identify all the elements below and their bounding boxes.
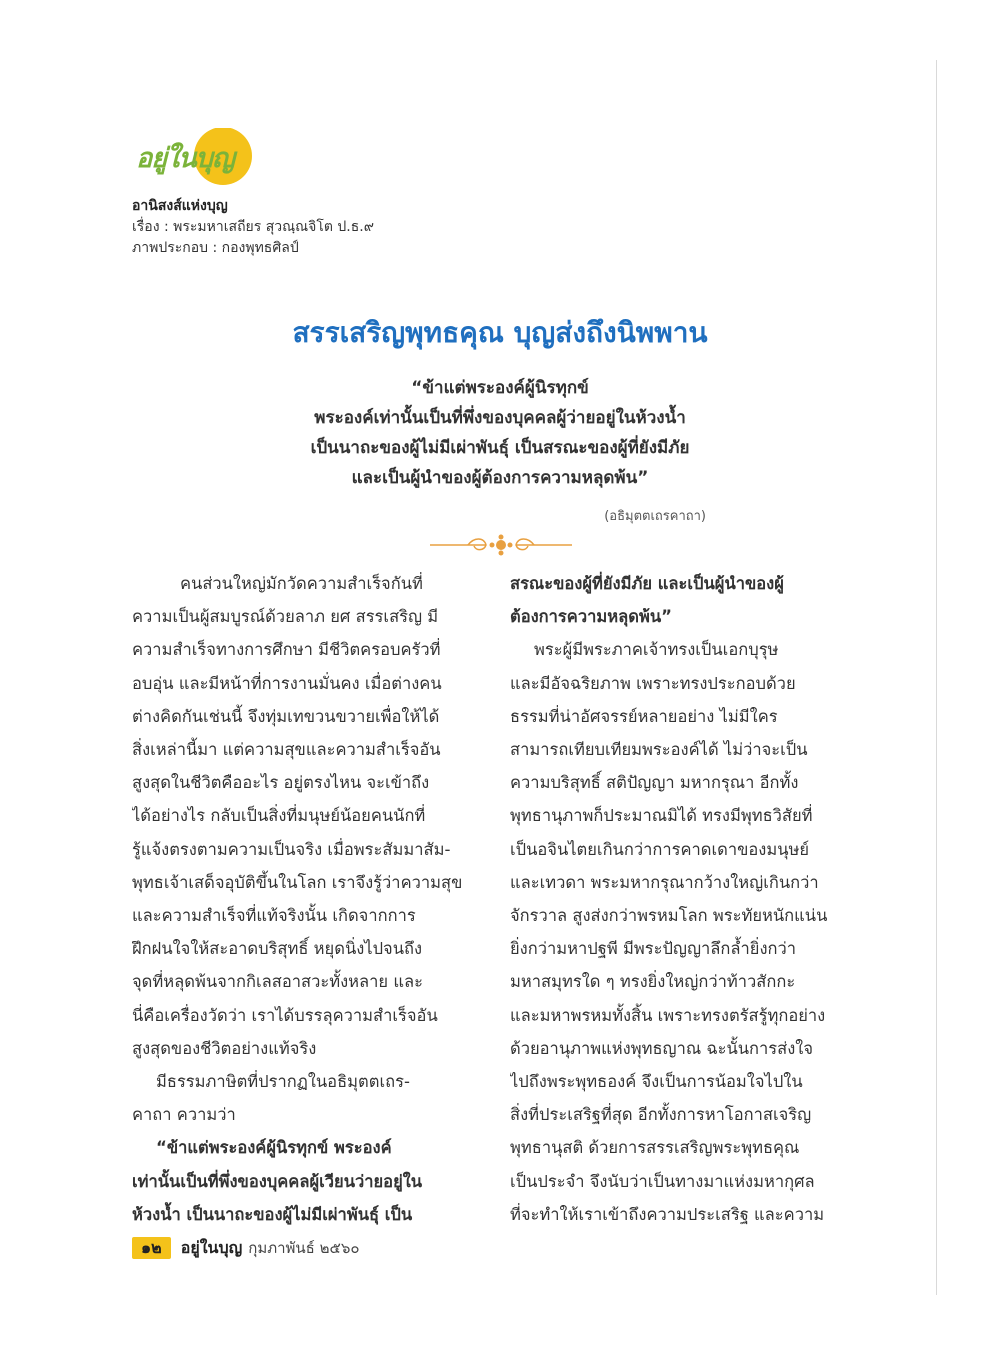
body-line-quote: ต้องการความหลุดพ้น”	[510, 607, 672, 627]
author-line: เรื่อง : พระมหาเสถียร สุวณฺณจิโต ป.ธ.๙	[132, 219, 374, 235]
body-line: ความสำเร็จทางการศึกษา มีชีวิตครอบครัวที่	[132, 640, 441, 660]
body-line: ได้อย่างไร กลับเป็นสิ่งที่มนุษย์น้อยคนนักที่	[132, 806, 426, 826]
body-line-quote: สรณะของผู้ที่ยังมีภัย และเป็นผู้นำของผู้	[510, 574, 784, 593]
body-line: ยิ่งกว่ามหาปฐพี มีพระปัญญาลึกล้ำยิ่งกว่า	[510, 939, 797, 959]
body-line: ฝึกฝนใจให้สะอาดบริสุทธิ์ หยุดนิ่งไปจนถึง	[132, 939, 423, 959]
body-line: ต่างคิดกันเช่นนี้ จึงทุ่มเทขวนขวายเพื่อให้ได้	[132, 706, 440, 726]
body-line: พุทธเจ้าเสด็จอุบัติขึ้นในโลก เราจึงรู้ว่าความสุข	[132, 872, 463, 892]
right-column	[510, 567, 848, 1231]
body-line: พุทธานุสติ ด้วยการสรรเสริญพระพุทธคุณ	[510, 1138, 800, 1158]
quote-line: พระองค์เท่านั้นเป็นที่พึ่งของบุคคลผู้ว่ายอยู่ในห้วงน้ำ	[314, 408, 686, 428]
page-footer	[132, 1236, 360, 1260]
body-line: จักรวาล สูงส่งกว่าพรหมโลก พระทัยหนักแน่น	[510, 906, 828, 926]
page-edge-rule	[936, 60, 937, 1295]
body-line: คาถา ความว่า	[132, 1105, 236, 1125]
body-line: มีธรรมภาษิตที่ปรากฏในอธิมุตตเถร-	[156, 1072, 410, 1092]
body-line: รู้แจ้งตรงตามความเป็นจริง เมื่อพระสัมมาสัม-	[132, 839, 451, 859]
body-line-quote: ห้วงน้ำ เป็นนาถะของผู้ไม่มีเผ่าพันธุ์ เป็น	[132, 1204, 413, 1224]
body-line: พระผู้มีพระภาคเจ้าทรงเป็นเอกบุรุษ	[534, 640, 779, 660]
body-line: สามารถเทียบเทียมพระองค์ได้ ไม่ว่าจะเป็น	[510, 740, 808, 760]
body-line: อบอุ่น และมีหน้าที่การงานมั่นคง เมื่อต่างคน	[132, 673, 442, 693]
body-line: ความบริสุทธิ์ สติปัญญา มหากรุณา อีกทั้ง	[510, 773, 799, 793]
body-line: จุดที่หลุดพ้นจากกิเลสอาสวะทั้งหลาย และ	[132, 972, 423, 992]
page-number: ๑๒	[132, 1237, 171, 1259]
section-name: อานิสงส์แห่งบุญ	[132, 198, 228, 214]
body-line: เป็นอจินไตยเกินกว่าการคาดเดาของมนุษย์	[510, 839, 810, 859]
body-line: และมหาพรหมทั้งสิ้น เพราะทรงตรัสรู้ทุกอย่าง	[510, 1005, 826, 1025]
body-line: และมีอัจฉริยภาพ เพราะทรงประกอบด้วย	[510, 673, 796, 693]
body-line: ความเป็นผู้สมบูรณ์ด้วยลาภ ยศ สรรเสริญ มี	[132, 607, 439, 627]
body-line: คนส่วนใหญ่มักวัดความสำเร็จกันที่	[180, 574, 423, 593]
quote-line: เป็นนาถะของผู้ไม่มีเผ่าพันธุ์ เป็นสรณะของผู้ที่ยังมีภัย	[310, 438, 690, 458]
body-line-quote: เท่านั้นเป็นที่พึ่งของบุคคลผู้เวียนว่ายอยู่ใน	[132, 1171, 423, 1191]
quote-line: “ข้าแต่พระองค์ผู้นิรทุกข์	[411, 378, 589, 398]
magazine-logo	[130, 128, 255, 190]
body-line: และความสำเร็จที่แท้จริงนั้น เกิดจากการ	[132, 906, 416, 926]
illustration-credit: ภาพประกอบ : กองพุทธศิลป์	[132, 240, 299, 256]
body-line: นี่คือเครื่องวัดว่า เราได้บรรลุความสำเร็จอัน	[132, 1005, 438, 1025]
flourish-icon	[428, 532, 574, 558]
body-line: สิ่งที่ประเสริฐที่สุด อีกทั้งการหาโอกาสเจริญ	[510, 1105, 812, 1125]
footer-magazine-name: อยู่ในบุญ	[180, 1237, 243, 1257]
byline	[132, 196, 374, 259]
body-line: ด้วยอานุภาพแห่งพุทธญาณ ฉะนั้นการส่งใจ	[510, 1038, 814, 1058]
body-line: ไปถึงพระพุทธองค์ จึงเป็นการน้อมใจไปใน	[510, 1072, 803, 1092]
body-line-quote: “ข้าแต่พระองค์ผู้นิรทุกข์ พระองค์	[156, 1138, 392, 1158]
body-line: และเทวดา พระมหากรุณากว้างใหญ่เกินกว่า	[510, 872, 819, 892]
body-line: ธรรมที่น่าอัศจรรย์หลายอย่าง ไม่มีใคร	[510, 706, 778, 726]
quote-line: และเป็นผู้นำของผู้ต้องการความหลุดพ้น”	[351, 468, 649, 488]
body-line: มหาสมุทรใด ๆ ทรงยิ่งใหญ่กว่าท้าวสักกะ	[510, 972, 796, 992]
body-line: พุทธานุภาพก็ประมาณมิได้ ทรงมีพุทธวิสัยที่	[510, 806, 813, 826]
logo-wordmark: อยู่ในบุญ	[136, 143, 234, 174]
body-line: สูงสุดของชีวิตอย่างแท้จริง	[132, 1038, 317, 1058]
body-line: สูงสุดในชีวิตคืออะไร อยู่ตรงไหน จะเข้าถึง	[132, 773, 430, 793]
opening-quote	[150, 373, 850, 493]
body-line: เป็นประจำ จึงนับว่าเป็นทางมาแห่งมหากุศล	[510, 1171, 815, 1191]
footer-issue-date: กุมภาพันธ์ ๒๕๖๐	[248, 1239, 360, 1257]
article-title: สรรเสริญพุทธคุณ บุญส่งถึงนิพพาน	[292, 316, 708, 349]
quote-source: (อธิมุตตเถรคาถา)	[604, 509, 706, 524]
body-line: สิ่งเหล่านี้มา แต่ความสุขและความสำเร็จอัน	[132, 740, 441, 760]
ornament-divider	[428, 532, 574, 562]
body-line: ที่จะทำให้เราเข้าถึงความประเสริฐ และความ	[510, 1204, 825, 1224]
left-column	[132, 567, 470, 1231]
